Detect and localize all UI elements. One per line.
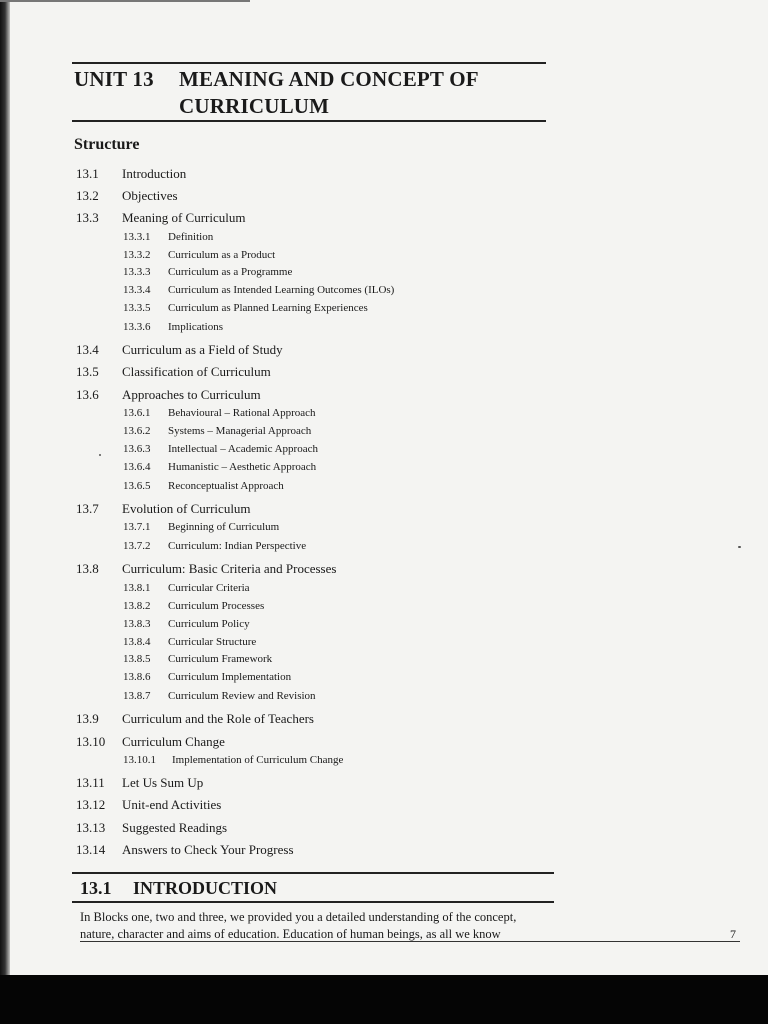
toc-number: 13.11: [76, 775, 105, 790]
toc-number: 13.8.2: [123, 600, 151, 612]
section-bottom-rule: [72, 901, 554, 903]
unit-title-line-2: CURRICULUM: [179, 94, 330, 118]
unit-title-line-1: MEANING AND CONCEPT OF: [179, 67, 479, 91]
toc-number: 13.13: [76, 820, 106, 835]
toc-label: Curricular Structure: [168, 636, 257, 648]
toc-number: 13.12: [76, 797, 106, 812]
toc-number: 13.7.1: [123, 521, 151, 533]
toc-label: Implementation of Curriculum Change: [172, 754, 344, 766]
toc-label: Curriculum as a Field of Study: [122, 342, 283, 357]
toc-number: 13.14: [76, 842, 106, 857]
toc-number: 13.3.6: [123, 321, 151, 333]
scan-edge-line: [0, 0, 250, 2]
toc-label: Meaning of Curriculum: [122, 210, 246, 225]
toc-label: Suggested Readings: [122, 820, 228, 835]
toc-number: 13.9: [76, 711, 99, 726]
toc-label: Curriculum as Planned Learning Experiences: [168, 302, 368, 314]
scan-bottom-band: [0, 975, 768, 1024]
toc-label: Curriculum Change: [122, 734, 225, 749]
toc-label: Objectives: [122, 188, 178, 203]
toc-number: 13.8.7: [123, 690, 151, 702]
toc-number: 13.8.6: [123, 671, 151, 683]
toc-number: 13.8.4: [123, 636, 151, 648]
toc-number: 13.6.5: [123, 480, 151, 492]
toc-number: 13.3.4: [123, 284, 151, 296]
title-top-rule: [72, 62, 546, 64]
toc-number: 13.6.2: [123, 425, 151, 437]
toc-number: 13.10: [76, 734, 106, 749]
toc-number: 13.3.1: [123, 231, 151, 243]
toc-number: 13.3: [76, 210, 99, 225]
toc-label: Curriculum as Intended Learning Outcomes (ILOs): [168, 284, 395, 296]
toc-label: Unit-end Activities: [122, 797, 222, 812]
toc-number: 13.6: [76, 387, 99, 402]
toc-number: 13.2: [76, 188, 99, 203]
toc-label: Curriculum: Indian Perspective: [168, 540, 307, 552]
toc-label: Classification of Curriculum: [122, 364, 271, 379]
toc-number: 13.7: [76, 501, 99, 516]
toc-label: Systems – Managerial Approach: [168, 425, 312, 437]
toc-number: 13.1: [76, 166, 99, 181]
unit-number: UNIT 13: [74, 67, 154, 91]
toc-label: Curriculum as a Product: [168, 249, 276, 261]
scan-speck: [99, 454, 101, 456]
toc-label: Curriculum Framework: [168, 653, 273, 665]
toc-number: 13.8.1: [123, 582, 151, 594]
unit-name: [179, 66, 559, 120]
scan-speck: [738, 546, 741, 548]
toc-label: Introduction: [122, 166, 187, 181]
toc-number: 13.4: [76, 342, 99, 357]
toc-label: Curriculum: Basic Criteria and Processes: [122, 561, 337, 576]
toc-label: Curriculum as a Programme: [168, 266, 293, 278]
toc-number: 13.3.2: [123, 249, 151, 261]
toc-number: 13.3.5: [123, 302, 151, 314]
toc-label: Let Us Sum Up: [122, 775, 204, 790]
toc-number: 13.8.5: [123, 653, 151, 665]
structure-heading: Structure: [74, 136, 140, 153]
toc-number: 13.3.3: [123, 266, 151, 278]
toc-number: 13.5: [76, 364, 99, 379]
toc-label: Definition: [168, 231, 214, 243]
toc-label: Curriculum Policy: [168, 618, 250, 630]
toc-label: Curriculum and the Role of Teachers: [122, 711, 314, 726]
toc-label: Implications: [168, 321, 223, 333]
toc-number: 13.6.1: [123, 407, 151, 419]
toc-label: Answers to Check Your Progress: [122, 842, 294, 857]
toc-number: 13.6.4: [123, 461, 151, 473]
toc-label: Intellectual – Academic Approach: [168, 443, 318, 455]
toc-number: 13.10.1: [123, 754, 156, 766]
toc-label: Approaches to Curriculum: [122, 387, 261, 402]
paragraph-line: In Blocks one, two and three, we provided you a detailed understanding of the concept,: [80, 910, 517, 924]
binding-shadow: [0, 0, 10, 975]
section-number: 13.1: [80, 878, 112, 898]
toc-number: 13.8.3: [123, 618, 151, 630]
section-title: INTRODUCTION: [133, 878, 278, 898]
section-top-rule: [72, 872, 554, 874]
toc-number: 13.7.2: [123, 540, 151, 552]
toc-label: Curriculum Processes: [168, 600, 265, 612]
page-number: 7: [730, 927, 736, 941]
toc-label: Curricular Criteria: [168, 582, 250, 594]
paragraph-line: nature, character and aims of education. Education of human beings, as all we know: [80, 927, 501, 941]
toc-number: 13.6.3: [123, 443, 151, 455]
toc-label: Curriculum Implementation: [168, 671, 292, 683]
intro-paragraph: [80, 909, 560, 943]
toc-label: Evolution of Curriculum: [122, 501, 251, 516]
toc-label: Beginning of Curriculum: [168, 521, 280, 533]
toc-label: Humanistic – Aesthetic Approach: [168, 461, 317, 473]
toc-label: Behavioural – Rational Approach: [168, 407, 316, 419]
footer-rule: [80, 941, 740, 942]
toc-number: 13.8: [76, 561, 99, 576]
title-bottom-rule: [72, 120, 546, 122]
toc-label: Reconceptualist Approach: [168, 480, 284, 492]
toc-label: Curriculum Review and Revision: [168, 690, 316, 702]
